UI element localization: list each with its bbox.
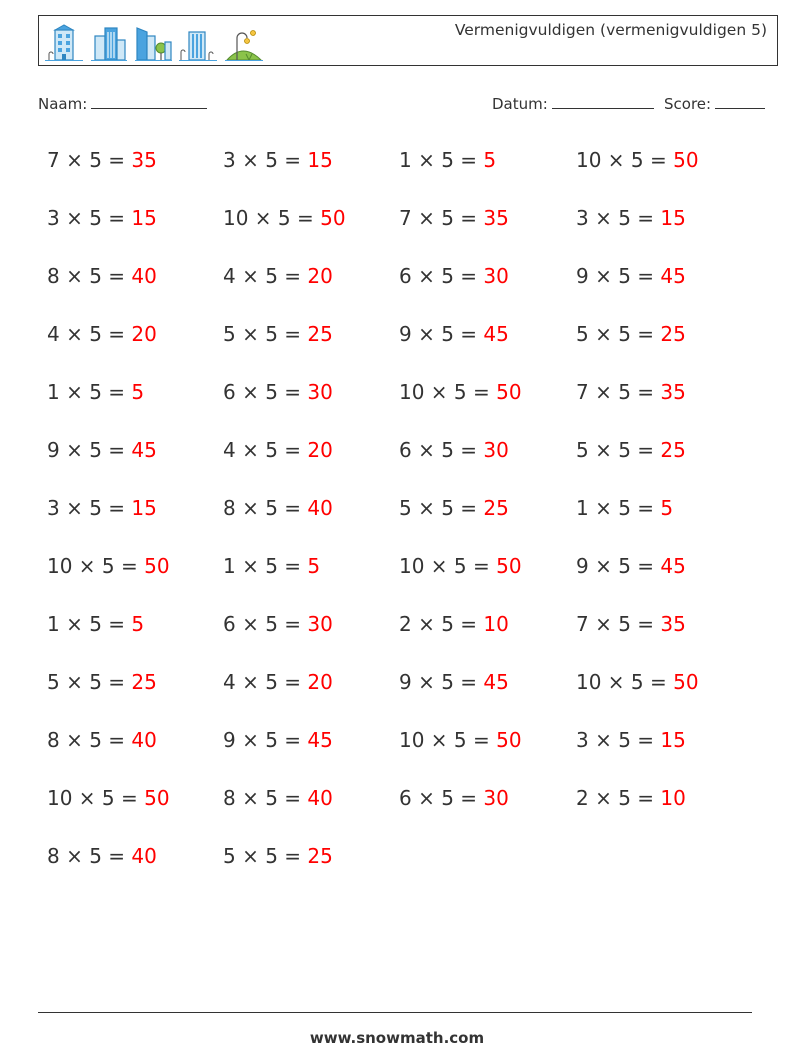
problem-answer: 40 — [131, 264, 157, 288]
date-field — [492, 94, 654, 113]
problem-item — [47, 322, 157, 346]
score-field — [664, 94, 765, 113]
score-line[interactable] — [715, 94, 765, 109]
problem-question: 1 × 5 = — [223, 554, 302, 578]
problem-item — [223, 322, 333, 346]
problem-answer: 20 — [131, 322, 157, 346]
problem-answer: 20 — [307, 670, 333, 694]
problem-item — [576, 148, 699, 172]
problem-item — [576, 496, 673, 520]
problem-answer: 20 — [307, 438, 333, 462]
office-building-icon — [43, 24, 85, 62]
problem-item — [47, 264, 157, 288]
problem-item — [223, 612, 333, 636]
problem-question: 4 × 5 = — [223, 264, 302, 288]
name-label: Naam: — [38, 95, 88, 113]
problem-answer: 50 — [496, 554, 522, 578]
problem-item — [576, 438, 686, 462]
problem-answer: 15 — [131, 496, 157, 520]
problem-answer: 10 — [483, 612, 509, 636]
problem-question: 5 × 5 = — [576, 438, 655, 462]
footer-url: www.snowmath.com — [309, 1029, 485, 1047]
problem-question: 1 × 5 = — [47, 612, 126, 636]
problem-question: 10 × 5 = — [47, 786, 138, 810]
problem-answer: 25 — [307, 322, 333, 346]
problem-answer: 40 — [131, 844, 157, 868]
city-buildings-icon — [89, 24, 129, 62]
problem-answer: 50 — [673, 670, 699, 694]
problem-question: 5 × 5 = — [47, 670, 126, 694]
problem-question: 5 × 5 = — [223, 322, 302, 346]
problem-answer: 25 — [660, 322, 686, 346]
problem-item — [47, 728, 157, 752]
problem-question: 6 × 5 = — [223, 612, 302, 636]
problem-answer: 45 — [660, 264, 686, 288]
problem-answer: 25 — [483, 496, 509, 520]
problem-item — [576, 786, 686, 810]
problem-item — [576, 670, 699, 694]
problem-item — [223, 380, 333, 404]
problem-item — [47, 786, 170, 810]
score-label: Score: — [664, 95, 712, 113]
problem-question: 5 × 5 = — [576, 322, 655, 346]
problem-question: 9 × 5 = — [576, 264, 655, 288]
problem-item — [223, 728, 333, 752]
tower-lamp-icon — [177, 24, 219, 62]
problem-answer: 30 — [307, 380, 333, 404]
problem-question: 8 × 5 = — [47, 844, 126, 868]
problem-question: 2 × 5 = — [399, 612, 478, 636]
problem-answer: 5 — [131, 612, 145, 636]
problem-question: 9 × 5 = — [399, 322, 478, 346]
problem-answer: 50 — [144, 554, 170, 578]
problem-item — [399, 380, 522, 404]
problem-question: 6 × 5 = — [399, 264, 478, 288]
problem-item — [399, 148, 496, 172]
problem-item — [576, 322, 686, 346]
problem-item — [223, 786, 333, 810]
problem-question: 1 × 5 = — [47, 380, 126, 404]
worksheet-title: Vermenigvuldigen (vermenigvuldigen 5) — [454, 21, 767, 39]
problem-answer: 45 — [483, 670, 509, 694]
problem-question: 8 × 5 = — [47, 728, 126, 752]
problem-question: 7 × 5 = — [47, 148, 126, 172]
problem-question: 6 × 5 = — [399, 786, 478, 810]
problem-item — [47, 206, 157, 230]
problem-answer: 30 — [483, 438, 509, 462]
problem-question: 5 × 5 = — [223, 844, 302, 868]
problem-answer: 15 — [660, 728, 686, 752]
problem-item — [47, 612, 144, 636]
problem-question: 9 × 5 = — [223, 728, 302, 752]
problem-question: 9 × 5 = — [576, 554, 655, 578]
name-field — [38, 94, 207, 113]
problem-question: 7 × 5 = — [576, 380, 655, 404]
problem-item — [399, 322, 509, 346]
problem-question: 3 × 5 = — [47, 496, 126, 520]
problem-question: 2 × 5 = — [576, 786, 655, 810]
problem-answer: 25 — [307, 844, 333, 868]
problem-question: 10 × 5 = — [576, 148, 667, 172]
problem-answer: 30 — [483, 264, 509, 288]
problem-item — [223, 206, 346, 230]
skyscraper-tree-icon — [133, 24, 173, 62]
problem-item — [47, 496, 157, 520]
problem-question: 9 × 5 = — [399, 670, 478, 694]
problem-question: 3 × 5 = — [223, 148, 302, 172]
problem-item — [399, 496, 509, 520]
problem-question: 10 × 5 = — [47, 554, 138, 578]
footer-divider — [38, 1012, 752, 1013]
problem-item — [47, 148, 157, 172]
problem-question: 3 × 5 = — [576, 728, 655, 752]
problem-question: 4 × 5 = — [47, 322, 126, 346]
problem-question: 10 × 5 = — [399, 380, 490, 404]
problem-item — [223, 264, 333, 288]
problem-answer: 35 — [660, 380, 686, 404]
problem-question: 9 × 5 = — [47, 438, 126, 462]
problem-answer: 25 — [131, 670, 157, 694]
problem-item — [576, 554, 686, 578]
problem-item — [399, 206, 509, 230]
problem-answer: 50 — [320, 206, 346, 230]
problem-question: 10 × 5 = — [576, 670, 667, 694]
header-icons — [43, 22, 265, 62]
problem-item — [223, 438, 333, 462]
problem-question: 1 × 5 = — [576, 496, 655, 520]
problem-answer: 50 — [496, 728, 522, 752]
problem-item — [47, 438, 157, 462]
problem-item — [223, 496, 333, 520]
problem-answer: 5 — [483, 148, 497, 172]
problem-answer: 30 — [307, 612, 333, 636]
problem-answer: 50 — [496, 380, 522, 404]
problem-answer: 45 — [660, 554, 686, 578]
problem-answer: 40 — [131, 728, 157, 752]
problem-answer: 50 — [673, 148, 699, 172]
problem-question: 10 × 5 = — [223, 206, 314, 230]
problem-question: 8 × 5 = — [47, 264, 126, 288]
problem-question: 8 × 5 = — [223, 786, 302, 810]
problem-question: 10 × 5 = — [399, 728, 490, 752]
problem-item — [399, 438, 509, 462]
date-line[interactable] — [552, 94, 654, 109]
problem-answer: 45 — [307, 728, 333, 752]
problem-answer: 40 — [307, 496, 333, 520]
problem-answer: 10 — [660, 786, 686, 810]
problem-answer: 15 — [307, 148, 333, 172]
problem-item — [223, 844, 333, 868]
problem-answer: 35 — [483, 206, 509, 230]
problem-answer: 5 — [131, 380, 145, 404]
problem-answer: 25 — [660, 438, 686, 462]
name-line[interactable] — [91, 94, 207, 109]
problem-question: 4 × 5 = — [223, 438, 302, 462]
problem-item — [47, 844, 157, 868]
problem-answer: 20 — [307, 264, 333, 288]
problem-answer: 30 — [483, 786, 509, 810]
problem-question: 8 × 5 = — [223, 496, 302, 520]
problem-answer: 15 — [660, 206, 686, 230]
problem-question: 7 × 5 = — [399, 206, 478, 230]
problem-answer: 5 — [307, 554, 321, 578]
problem-item — [576, 612, 686, 636]
problem-item — [399, 612, 509, 636]
problem-item — [399, 728, 522, 752]
problem-answer: 45 — [483, 322, 509, 346]
problem-answer: 40 — [307, 786, 333, 810]
problem-answer: 15 — [131, 206, 157, 230]
problem-item — [399, 786, 509, 810]
problem-question: 6 × 5 = — [223, 380, 302, 404]
problem-question: 6 × 5 = — [399, 438, 478, 462]
problem-item — [399, 554, 522, 578]
problem-item — [576, 206, 686, 230]
problem-answer: 50 — [144, 786, 170, 810]
problem-item — [47, 670, 157, 694]
problem-question: 3 × 5 = — [576, 206, 655, 230]
problem-item — [576, 728, 686, 752]
problem-answer: 45 — [131, 438, 157, 462]
problem-item — [47, 554, 170, 578]
problem-item — [47, 380, 144, 404]
problem-question: 1 × 5 = — [399, 148, 478, 172]
problem-item — [576, 264, 686, 288]
problem-item — [223, 554, 320, 578]
problem-question: 7 × 5 = — [576, 612, 655, 636]
date-label: Datum: — [492, 95, 548, 113]
problem-answer: 5 — [660, 496, 674, 520]
problem-item — [399, 264, 509, 288]
problem-item — [223, 148, 333, 172]
park-hill-icon — [223, 24, 265, 62]
problem-question: 10 × 5 = — [399, 554, 490, 578]
problem-question: 5 × 5 = — [399, 496, 478, 520]
problem-question: 4 × 5 = — [223, 670, 302, 694]
problem-item — [399, 670, 509, 694]
problem-answer: 35 — [131, 148, 157, 172]
problem-question: 3 × 5 = — [47, 206, 126, 230]
problem-item — [223, 670, 333, 694]
problem-item — [576, 380, 686, 404]
problem-answer: 35 — [660, 612, 686, 636]
header-box — [38, 15, 778, 66]
